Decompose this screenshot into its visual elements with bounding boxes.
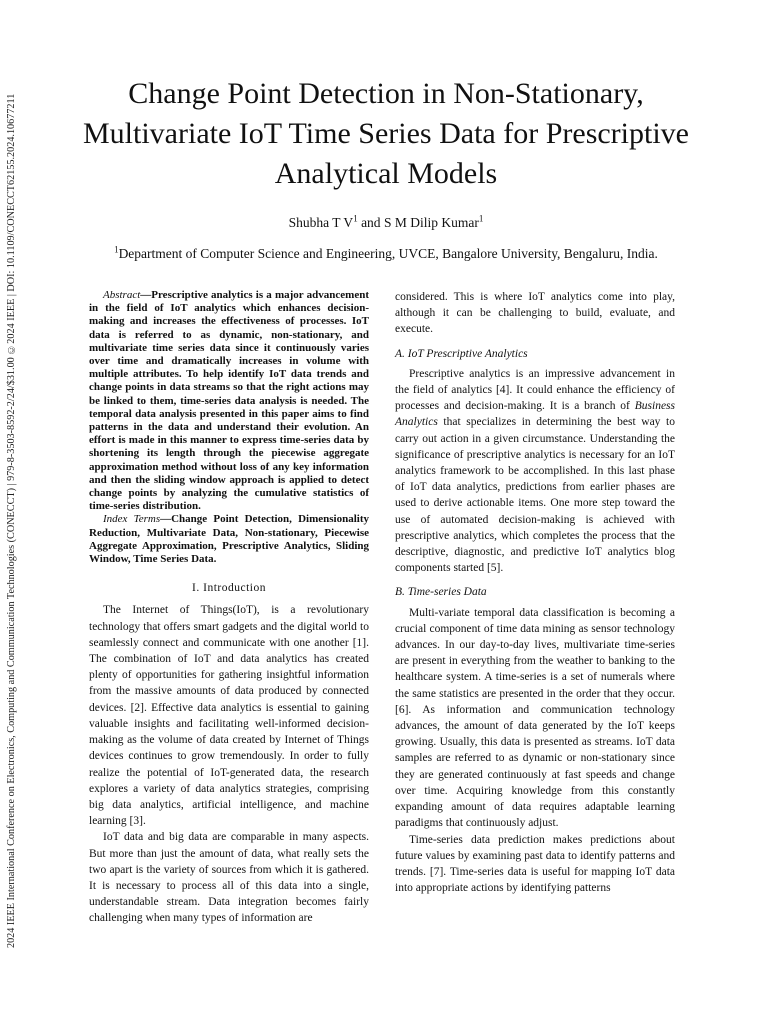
author-1-sup: 1	[353, 213, 358, 224]
section-heading-introduction: I. Introduction	[192, 582, 266, 595]
index-terms-text: —Change Point Detection, Dimensionality Reduction, Multivariate Data, Non-stationary, Piecewise Aggregate Approximation, Prescriptive Analytics, Sliding Window, Time Series Data.	[89, 513, 369, 566]
abstract	[89, 289, 369, 513]
left-column	[89, 289, 369, 927]
author-2: S M Dilip Kumar	[383, 215, 479, 230]
text-run: that specializes in determining the best way to carry out action in a given circumstance. Understanding the significance of prescriptive analytics is necessary for an IoT analytics framework to be accomplished. In this last phase of IoT data analytics, predictions from earlier phases are used to derive actionable items. One more step toward the use of automated decision-making is achieved with prescriptive analytics, which completes the process that the descriptive, diagnostic, and predictive IoT analytics blog components started [5].	[395, 416, 675, 575]
right-column	[395, 289, 675, 896]
paragraph: IoT data and big data are comparable in many aspects. But more than just the amount of data, what really sets the two apart is the variety of sources from which it is gathered. It is necessary to process all of this data into a single, understandable stream. Data integration becomes fairly challenging when many types of information are	[89, 831, 369, 925]
abstract-text: —Prescriptive analytics is a major advancement in the field of IoT analytics which enhances decision-making and increases the effectiveness of processes. IoT data is referred to as dynamic, non-stationary, and multivariate time series data since it continuously varies over time and dramatically increases in volume with multiple attributes. To help identify IoT data trends and change points in data streams so that the right actions may be linked to them, time-series data analysis is needed. The temporal data analysis presented in this paper aims to find patterns in the data and understand their evolution. An effort is made in this manner to express time-series data by shortening its length through the piecewise aggregate approximation method without loss of any key information and then the sliding window approach is applied to detect change points by analyzing the cumulative statistics of time-series distribution.	[89, 289, 369, 513]
paragraph: Multi-variate temporal data classification is becoming a crucial component of time data mining as sensor technology advances. In our day-to-day lives, multivariate time-series are present in everything from the weather to banking to the healthcare system. A time-series is a set of numerals where the same statistics are presented in the order that they occur. [6]. As information and communication technology advances, the amount of data generated by the IoT keeps growing. Usually, this data is presented as streams. IoT data samples are referred to as dynamic or non-stationary since they are generated continuously at fast speeds and change over time. Acquiring knowledge from this constantly expanding amount of data requires adaptable learning paradigms that continuously adjust.	[395, 606, 675, 830]
paragraph: considered. This is where IoT analytics come into play, although it can be challenging to build, evaluate, and execute.	[395, 291, 675, 336]
paragraph	[395, 366, 675, 577]
emphasis-business-analytics: Business Analytics	[395, 400, 675, 429]
abstract-label: Abstract	[103, 289, 141, 301]
author-2-sup: 1	[478, 213, 484, 224]
affiliation	[60, 246, 712, 262]
affiliation-text: Department of Computer Science and Engineering, UVCE, Bangalore University, Bengaluru, India.	[118, 246, 658, 261]
authors	[80, 215, 692, 231]
author-and: and	[357, 215, 384, 230]
index-terms-label: Index Terms	[103, 513, 161, 526]
text-run: Prescriptive analytics is an impressive advancement in the field of analytics [4]. It could enhance the efficiency of processes and decision-making. It is a branch of	[395, 367, 675, 413]
author-1: Shubha T V	[288, 215, 354, 230]
subsection-heading-a: A. IoT Prescriptive Analytics	[395, 347, 528, 360]
paragraph: The Internet of Things(IoT), is a revolutionary technology that offers smart gadgets and the digital world to seamlessly connect and communicate with one another [1]. The combination of IoT and data analytics has created plenty of opportunities for gathering insightful information from the massive amounts of data produced by connected devices. [2]. Effective data analytics is essential to gaining valuable insights and facilitating well-informed decision-making as the volume of data created by Internet of Things devices continues to grow tremendously. In order to fully realize the potential of IoT-generated data, the research explores a variety of data analytics strategies, comprising big data analytics, artificial intelligence, and machine learning [3].	[89, 604, 369, 828]
paper-title: Change Point Detection in Non-Stationary, Multivariate IoT Time Series Data for Prescriptive Analytical Models	[83, 77, 689, 190]
paragraph: Time-series data prediction makes predictions about future values by examining past data to identify patterns and trends. [7]. Time-series data is useful for mapping IoT data into appropriate actions by identifying patterns	[395, 833, 675, 895]
subsection-heading-b: B. Time-series Data	[395, 586, 487, 599]
index-terms	[89, 513, 369, 566]
conference-sidebar: 2024 IEEE International Conference on Electronics, Computing and Communication Technologies (CONECCT) | 979-8-3503-8592-2/24/$31.00 ©2024 IEEE | DOI: 10.1109/CONECCT62155.2024.10677211	[6, 93, 17, 948]
affiliation-sup: 1	[114, 244, 119, 255]
